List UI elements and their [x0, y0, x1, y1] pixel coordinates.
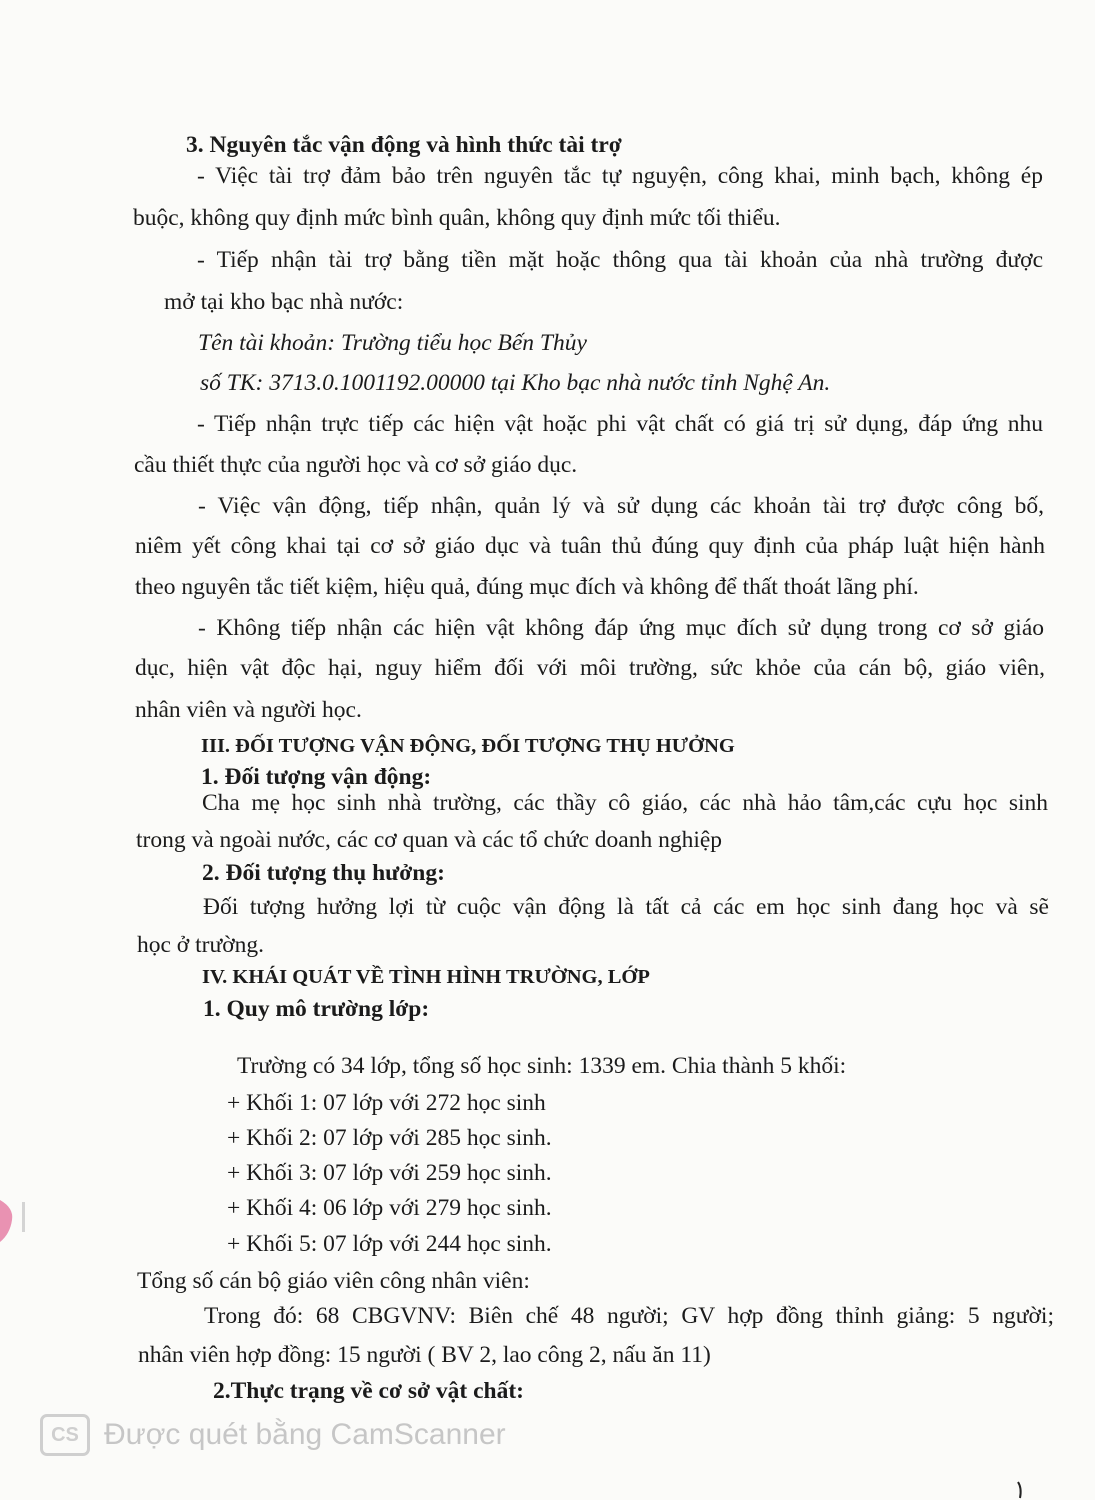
paragraph-line: theo nguyên tắc tiết kiệm, hiệu quả, đúng mục đích và không để thất thoát lãng phí. — [135, 574, 919, 600]
paragraph-line: - Tiếp nhận trực tiếp các hiện vật hoặc phi vật chất có giá trị sử dụng, đáp ứng nhu — [197, 411, 1043, 437]
section-iv-heading: IV. KHÁI QUÁT VỀ TÌNH HÌNH TRƯỜNG, LỚP — [202, 966, 650, 988]
paragraph-line: học ở trường. — [137, 932, 265, 958]
paragraph-line: - Việc vận động, tiếp nhận, quản lý và sử dụng các khoản tài trợ được công bố, — [198, 493, 1044, 519]
paragraph-line: cầu thiết thực của người học và cơ sở giáo dục. — [134, 452, 578, 478]
paragraph-line: - Việc tài trợ đảm bảo trên nguyên tắc tự nguyện, công khai, minh bạch, không ép — [197, 163, 1043, 189]
grade-line: + Khối 1: 07 lớp với 272 học sinh — [227, 1090, 546, 1116]
scan-edge-mark — [1012, 1480, 1026, 1500]
paragraph-line: nhân viên và người học. — [135, 697, 362, 723]
paragraph-line: dục, hiện vật độc hại, nguy hiểm đối với môi trường, sức khỏe của cán bộ, giáo viên, — [135, 655, 1045, 681]
class-summary: Trường có 34 lớp, tổng số học sinh: 1339 em. Chia thành 5 khối: — [237, 1053, 847, 1079]
grade-line: + Khối 5: 07 lớp với 244 học sinh. — [227, 1231, 552, 1257]
pink-stamp-fragment — [0, 1190, 28, 1250]
subheading: 2. Đối tượng thụ hưởng: — [202, 860, 445, 886]
account-number: số TK: 3713.0.1001192.00000 tại Kho bạc nhà nước tỉnh Nghệ An. — [200, 370, 831, 396]
paragraph-line: - Tiếp nhận tài trợ bằng tiền mặt hoặc thông qua tài khoản của nhà trường được — [197, 247, 1043, 273]
paragraph-line: buộc, không quy định mức bình quân, không quy định mức tối thiểu. — [133, 205, 781, 231]
account-name: Tên tài khoản: Trường tiểu học Bến Thủy — [198, 330, 587, 356]
paragraph-line: nhân viên hợp đồng: 15 người ( BV 2, lao công 2, nấu ăn 11) — [138, 1342, 711, 1368]
grade-line: + Khối 2: 07 lớp với 285 học sinh. — [227, 1125, 552, 1151]
section-iii-heading: III. ĐỐI TƯỢNG VẬN ĐỘNG, ĐỐI TƯỢNG THỤ HƯỞNG — [201, 735, 735, 757]
paragraph-line: niêm yết công khai tại cơ sở giáo dục và tuân thủ đúng quy định của pháp luật hiện hành — [135, 533, 1045, 559]
camscanner-logo-icon: CS — [40, 1414, 90, 1456]
staff-title: Tổng số cán bộ giáo viên công nhân viên: — [137, 1268, 530, 1294]
paragraph-line: Đối tượng hưởng lợi từ cuộc vận động là tất cả các em học sinh đang học và sẽ — [203, 894, 1049, 920]
paragraph-line: trong và ngoài nước, các cơ quan và các tổ chức doanh nghiệp — [136, 827, 723, 853]
paragraph-line: mở tại kho bạc nhà nước: — [164, 289, 404, 315]
subheading: 2.Thực trạng về cơ sở vật chất: — [213, 1378, 524, 1404]
paragraph-line: Trong đó: 68 CBGVNV: Biên chế 48 người; GV hợp đồng thỉnh giảng: 5 người; — [204, 1303, 1054, 1329]
paragraph-line: - Không tiếp nhận các hiện vật không đáp ứng mục đích sử dụng trong cơ sở giáo — [198, 615, 1044, 641]
subheading: 1. Quy mô trường lớp: — [203, 996, 430, 1022]
grade-line: + Khối 4: 06 lớp với 279 học sinh. — [227, 1195, 552, 1221]
watermark-text: Được quét bằng CamScanner — [104, 1418, 506, 1451]
section-3-heading: 3. Nguyên tắc vận động và hình thức tài trợ — [186, 132, 622, 158]
camscanner-watermark — [40, 1412, 506, 1458]
paragraph-line: Cha mẹ học sinh nhà trường, các thầy cô giáo, các nhà hảo tâm,các cựu học sinh — [202, 790, 1048, 816]
grade-line: + Khối 3: 07 lớp với 259 học sinh. — [227, 1160, 552, 1186]
subheading: 1. Đối tượng vận động: — [201, 764, 432, 790]
